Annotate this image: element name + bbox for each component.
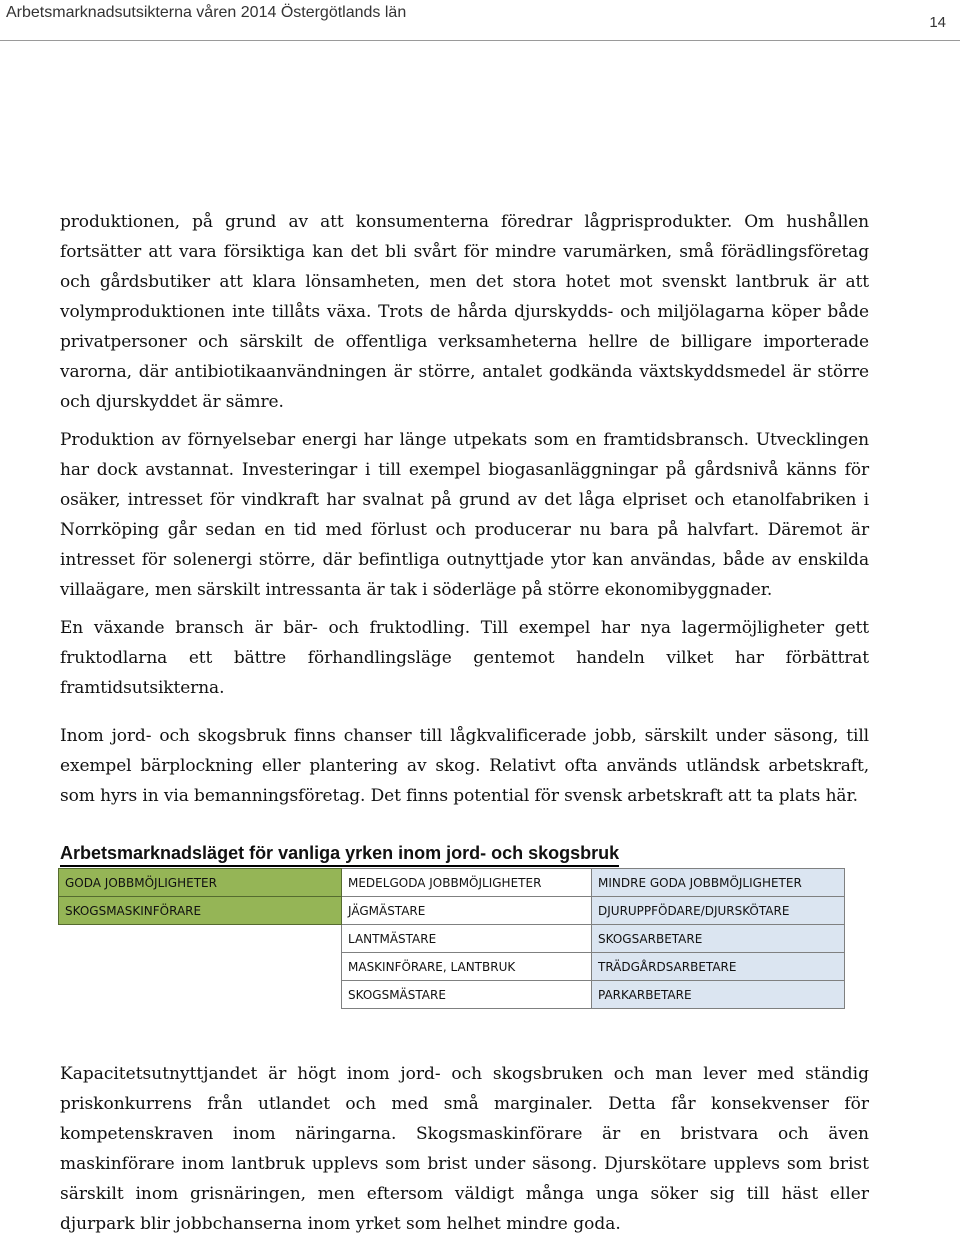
- table-row: [59, 925, 845, 953]
- table-cell-less-good: SKOGSARBETARE: [592, 925, 845, 953]
- table-cell-less-good: PARKARBETARE: [592, 981, 845, 1009]
- paragraph-4: Inom jord- och skogsbruk finns chanser till lågkvalificerade jobb, särskilt under säsong, till exempel bärplockning eller plantering av skog. Relativt ofta används utländsk arbetskraft, som hyrs in via bemanningsföretag. Det finns potential för svensk arbetskraft att ta plats här.: [60, 726, 869, 806]
- table-cell-medium: LANTMÄSTARE: [342, 925, 592, 953]
- table-cell-good: SKOGSMASKINFÖRARE: [59, 897, 342, 925]
- table-cell-medium: MASKINFÖRARE, LANTBRUK: [342, 953, 592, 981]
- table-cell-less-good: DJURUPPFÖDARE/DJURSKÖTARE: [592, 897, 845, 925]
- table-header-row: [59, 869, 845, 897]
- table-title: Arbetsmarknadsläget för vanliga yrken inom jord- och skogsbruk: [60, 843, 619, 867]
- body-text: [60, 207, 869, 811]
- table-cell-empty: [59, 925, 342, 953]
- header-title: Arbetsmarknadsutsikterna våren 2014 Östergötlands län: [6, 4, 407, 21]
- page-number: 14: [929, 14, 946, 31]
- paragraph-3: En växande bransch är bär- och fruktodling. Till exempel har nya lagermöjligheter gett fruktodlarna ett bättre förhandlingsläge gentemot handeln vilket har förbättrat framtidsutsikterna.: [60, 618, 869, 698]
- header-less-good: MINDRE GODA JOBBMÖJLIGHETER: [592, 869, 845, 897]
- page-header: [0, 0, 960, 41]
- closing-text: [60, 1059, 869, 1239]
- header-good: GODA JOBBMÖJLIGHETER: [59, 869, 342, 897]
- table-cell-medium: JÄGMÄSTARE: [342, 897, 592, 925]
- paragraph-1: produktionen, på grund av att konsumenterna föredrar lågprisprodukter. Om hushållen fortsätter att vara försiktiga kan det bli svårt för mindre varumärken, små förädlingsföretag och gårdsbutiker att klara lönsamheten, men det stora hotet mot svenskt lantbruk är att volymproduktionen inte tillåts växa. Trots de hårda djurskydds- och miljölagarna köper både privatpersoner och särskilt de offentliga verksamheterna hellre de billigare importerade varorna, där antibiotikaanvändningen är större, antalet godkända växtskyddsmedel är större och djurskyddet är sämre.: [60, 212, 869, 412]
- closing-paragraph: Kapacitetsutnyttjandet är högt inom jord- och skogsbruken och man lever med ständig priskonkurrens från utlandet och med små marginaler. Detta får konsekvenser för kompetenskraven inom näringarna. Skogsmaskinförare är en bristvara och även maskinförare inom lantbruk upplevs som brist under säsong. Djurskötare upplevs som brist särskilt inom grisnäringen, men eftersom väldigt många unga söker sig till häst eller djurpark blir jobbchanserna inom yrket som helhet mindre goda.: [60, 1064, 869, 1234]
- table-row: [59, 953, 845, 981]
- table-cell-less-good: TRÄDGÅRDSARBETARE: [592, 953, 845, 981]
- paragraph-2: Produktion av förnyelsebar energi har länge utpekats som en framtidsbransch. Utvecklingen har dock avstannat. Investeringar i till exempel biogasanläggningar på gårdsnivå känns för osäker, intresset för vindkraft har svalnat på grund av det låga elpriset och etanolfabriken i Norrköping går sedan en tid med förlust och producerar nu bara på halvfart. Däremot är intresset för solenergi större, där befintliga outnyttjade ytor kan användas, både av enskilda villaägare, men särskilt intressanta är tak i söderläge på större ekonomibyggnader.: [60, 430, 869, 600]
- occupation-table: [58, 868, 845, 1009]
- table-row: [59, 981, 845, 1009]
- table-cell-empty: [59, 953, 342, 981]
- table-cell-medium: SKOGSMÄSTARE: [342, 981, 592, 1009]
- table-cell-empty: [59, 981, 342, 1009]
- table-row: [59, 897, 845, 925]
- header-medium: MEDELGODA JOBBMÖJLIGHETER: [342, 869, 592, 897]
